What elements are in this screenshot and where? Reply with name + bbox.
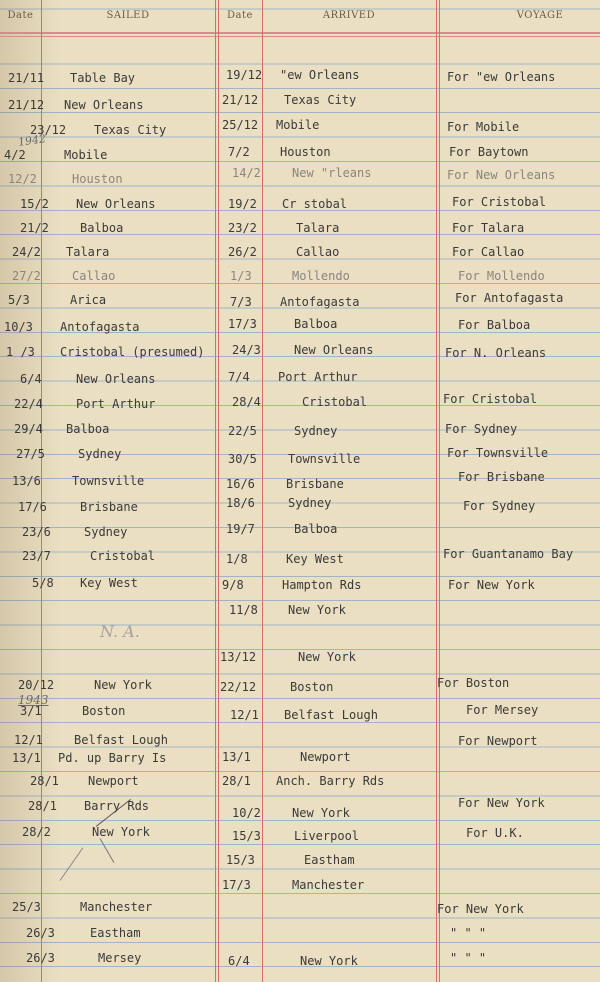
sailed-date: 1 /3 xyxy=(6,345,35,359)
arrived-port: Port Arthur xyxy=(278,370,358,384)
voyage-destination: For Sydney xyxy=(463,499,536,513)
arrived-port: Eastham xyxy=(304,853,355,867)
voyage-destination: For Mersey xyxy=(466,703,539,717)
arrived-date: 11/8 xyxy=(229,603,258,617)
arrived-date: 26/2 xyxy=(228,245,257,259)
arrived-date: 24/3 xyxy=(232,343,261,357)
sailed-port: Boston xyxy=(82,704,126,718)
sailed-date: 5/3 xyxy=(8,293,30,307)
arrived-port: Talara xyxy=(296,221,340,235)
arrived-date: 19/7 xyxy=(226,522,255,536)
sailed-date: 25/3 xyxy=(12,900,41,914)
column-line xyxy=(218,0,219,982)
sailed-port: Arica xyxy=(70,293,107,307)
sailed-port: Table Bay xyxy=(70,71,136,85)
arrived-port: Key West xyxy=(286,552,344,566)
sailed-port: New Orleans xyxy=(76,197,156,211)
arrived-date: 22/12 xyxy=(220,680,257,694)
arrived-date: 28/1 xyxy=(222,774,251,788)
sailed-port: Key West xyxy=(80,576,138,590)
sailed-port: Barry Rds xyxy=(84,799,150,813)
sailed-port: Callao xyxy=(72,269,116,283)
arrived-date: 19/2 xyxy=(228,197,257,211)
sailed-port: Port Arthur xyxy=(76,397,156,411)
header-arrived: ARRIVED xyxy=(322,10,376,21)
header-date-arrived: Date xyxy=(227,10,253,21)
sailed-date: 26/3 xyxy=(26,926,55,940)
sailed-date: 4/2 xyxy=(4,148,26,162)
sailed-date: 28/2 xyxy=(22,825,51,839)
arrived-port: Anch. Barry Rds xyxy=(276,774,385,788)
sailed-date: 3/1 xyxy=(20,704,42,718)
sailed-date: 12/1 xyxy=(14,733,43,747)
arrived-port: New York xyxy=(300,954,358,968)
arrived-date: 1/3 xyxy=(230,269,252,283)
arrived-port: New York xyxy=(298,650,356,664)
arrived-port: Sydney xyxy=(288,496,332,510)
pen-stroke xyxy=(100,838,115,863)
arrived-date: 13/12 xyxy=(220,650,257,664)
voyage-destination: For "ew Orleans xyxy=(447,70,556,84)
arrived-port: Cr stobal xyxy=(282,197,348,211)
arrived-port: Liverpool xyxy=(294,829,360,843)
sailed-date: 29/4 xyxy=(14,422,43,436)
arrived-port: Newport xyxy=(300,750,351,764)
sailed-date: 27/2 xyxy=(12,269,41,283)
sailed-port: Texas City xyxy=(94,123,167,137)
arrived-date: 28/4 xyxy=(232,395,261,409)
arrived-date: 7/3 xyxy=(230,295,252,309)
sailed-port: Mobile xyxy=(64,148,108,162)
voyage-destination: For Mollendo xyxy=(458,269,545,283)
voyage-destination: For New York xyxy=(448,578,535,592)
arrived-port: Mollendo xyxy=(292,269,350,283)
sailed-port: New York xyxy=(94,678,152,692)
sailed-date: 23/7 xyxy=(22,549,51,563)
sailed-date: 6/4 xyxy=(20,372,42,386)
sailed-date: 20/12 xyxy=(18,678,55,692)
arrived-date: 25/12 xyxy=(222,118,259,132)
sailed-date: 17/6 xyxy=(18,500,47,514)
voyage-destination: For Cristobal xyxy=(443,392,537,406)
arrived-date: 13/1 xyxy=(222,750,251,764)
sailed-date: 10/3 xyxy=(4,320,33,334)
voyage-destination: For Balboa xyxy=(458,318,531,332)
sailed-date: 21/12 xyxy=(8,98,45,112)
sailed-date: 15/2 xyxy=(20,197,49,211)
voyage-destination: For Cristobal xyxy=(452,195,546,209)
sailed-date: 21/11 xyxy=(8,71,45,85)
voyage-destination: For N. Orleans xyxy=(445,346,547,360)
voyage-destination: For Newport xyxy=(458,734,538,748)
voyage-destination: For U.K. xyxy=(466,826,524,840)
arrived-date: 16/6 xyxy=(226,477,255,491)
sailed-port: Cristobal xyxy=(90,549,156,563)
sailed-port: Pd. up Barry Is xyxy=(58,751,167,765)
arrived-port: Brisbane xyxy=(286,477,344,491)
arrived-port: "ew Orleans xyxy=(280,68,360,82)
arrived-port: Texas City xyxy=(284,93,357,107)
arrived-date: 14/2 xyxy=(232,166,261,180)
sailed-port: Mersey xyxy=(98,951,142,965)
year-annotation-1942: 1942 xyxy=(17,132,47,149)
arrived-date: 18/6 xyxy=(226,496,255,510)
voyage-destination: " " " xyxy=(450,951,487,965)
arrived-port: New Orleans xyxy=(294,343,374,357)
arrived-port: Cristobal xyxy=(302,395,368,409)
sailed-date: 13/6 xyxy=(12,474,41,488)
column-line xyxy=(439,0,440,982)
sailed-port: Eastham xyxy=(90,926,141,940)
sailed-port: Sydney xyxy=(84,525,128,539)
sailed-date: 26/3 xyxy=(26,951,55,965)
voyage-destination: For Sydney xyxy=(445,422,518,436)
column-line xyxy=(436,0,437,982)
arrived-date: 22/5 xyxy=(228,424,257,438)
voyage-destination: For Baytown xyxy=(449,145,529,159)
sailed-date: 12/2 xyxy=(8,172,37,186)
arrived-date: 15/3 xyxy=(232,829,261,843)
arrived-port: New "rleans xyxy=(292,166,372,180)
sailed-date: 24/2 xyxy=(12,245,41,259)
arrived-port: Balboa xyxy=(294,317,338,331)
arrived-date: 30/5 xyxy=(228,452,257,466)
sailed-port: Manchester xyxy=(80,900,153,914)
voyage-destination: For Brisbane xyxy=(458,470,545,484)
sailed-date: 28/1 xyxy=(28,799,57,813)
arrived-port: Callao xyxy=(296,245,340,259)
arrived-date: 12/1 xyxy=(230,708,259,722)
sailed-port: Belfast Lough xyxy=(74,733,168,747)
arrived-port: Antofagasta xyxy=(280,295,360,309)
arrived-port: Hampton Rds xyxy=(282,578,362,592)
sailed-port: New Orleans xyxy=(64,98,144,112)
arrived-port: Balboa xyxy=(294,522,338,536)
sailed-date: 27/5 xyxy=(16,447,45,461)
header-voyage: VOYAGE xyxy=(516,10,564,21)
arrived-date: 17/3 xyxy=(228,317,257,331)
sailed-date: 5/8 xyxy=(32,576,54,590)
arrived-port: Townsville xyxy=(288,452,361,466)
arrived-port: Houston xyxy=(280,145,331,159)
sailed-port: Brisbane xyxy=(80,500,138,514)
sailed-port: Houston xyxy=(72,172,123,186)
voyage-destination: For Antofagasta xyxy=(455,291,564,305)
arrived-date: 21/12 xyxy=(222,93,259,107)
voyage-destination: " " " xyxy=(450,926,487,940)
arrived-port: Belfast Lough xyxy=(284,708,378,722)
arrived-date: 7/4 xyxy=(228,370,250,384)
sailed-date: 22/4 xyxy=(14,397,43,411)
pencil-note: N. A. xyxy=(100,622,140,641)
sailed-port: Talara xyxy=(66,245,110,259)
arrived-port: New York xyxy=(288,603,346,617)
sailed-port: Cristobal (presumed) xyxy=(60,345,205,359)
sailed-date: 23/6 xyxy=(22,525,51,539)
arrived-date: 19/12 xyxy=(226,68,263,82)
arrived-date: 17/3 xyxy=(222,878,251,892)
arrived-port: Manchester xyxy=(292,878,365,892)
column-line xyxy=(215,0,216,982)
voyage-destination: For New York xyxy=(437,902,524,916)
voyage-destination: For Talara xyxy=(452,221,525,235)
voyage-destination: For Townsville xyxy=(447,446,549,460)
arrived-port: New York xyxy=(292,806,350,820)
voyage-destination: For Mobile xyxy=(447,120,520,134)
arrived-port: Sydney xyxy=(294,424,338,438)
header-rule-thin xyxy=(0,36,600,37)
arrived-date: 9/8 xyxy=(222,578,244,592)
sailed-port: Balboa xyxy=(66,422,110,436)
header-date-sailed: Date xyxy=(7,10,34,21)
sailed-port: Sydney xyxy=(78,447,122,461)
arrived-port: Mobile xyxy=(276,118,320,132)
sailed-date: 28/1 xyxy=(30,774,59,788)
sailed-date: 21/2 xyxy=(20,221,49,235)
voyage-destination: For New Orleans xyxy=(447,168,556,182)
sailed-port: New York xyxy=(92,825,150,839)
arrived-date: 1/8 xyxy=(226,552,248,566)
header-sailed: SAILED xyxy=(106,10,150,21)
header-rule xyxy=(0,32,600,34)
arrived-date: 6/4 xyxy=(228,954,250,968)
arrived-date: 15/3 xyxy=(226,853,255,867)
arrived-port: Boston xyxy=(290,680,334,694)
voyage-destination: For Callao xyxy=(452,245,525,259)
pen-stroke xyxy=(60,847,84,880)
voyage-destination: For Guantanamo Bay xyxy=(443,547,574,561)
voyage-destination: For New York xyxy=(458,796,545,810)
voyage-destination: For Boston xyxy=(437,676,510,690)
sailed-port: Newport xyxy=(88,774,139,788)
year-annotation-1943: 1943 xyxy=(18,693,49,707)
sailed-port: Townsville xyxy=(72,474,145,488)
sailed-port: New Orleans xyxy=(76,372,156,386)
sailed-date: 23/12 xyxy=(30,123,67,137)
column-line xyxy=(262,0,263,982)
sailed-port: Balboa xyxy=(80,221,124,235)
sailed-date: 13/1 xyxy=(12,751,41,765)
arrived-date: 10/2 xyxy=(232,806,261,820)
arrived-date: 23/2 xyxy=(228,221,257,235)
arrived-date: 7/2 xyxy=(228,145,250,159)
sailed-port: Antofagasta xyxy=(60,320,140,334)
